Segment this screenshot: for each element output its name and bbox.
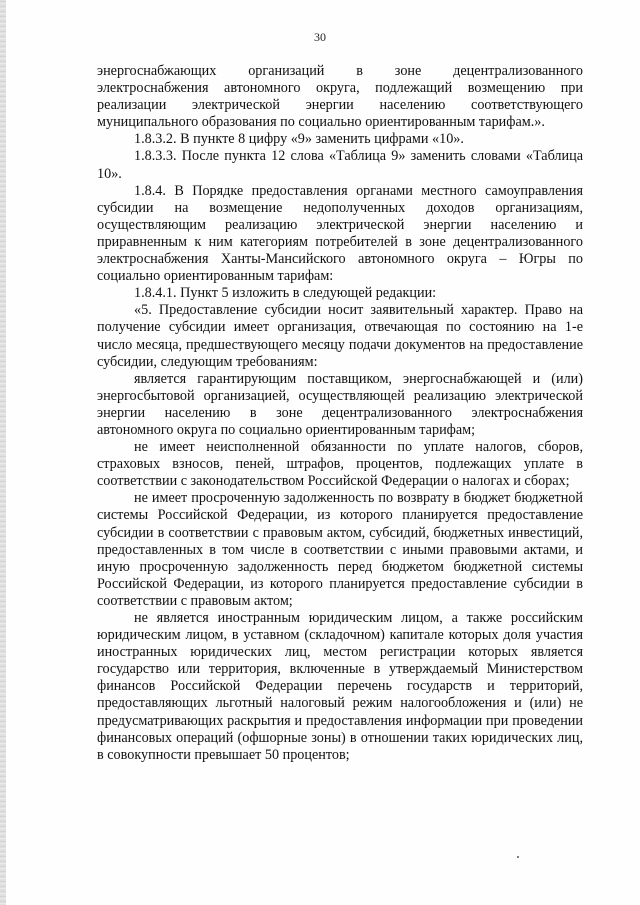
paragraph-1-8-4-1: 1.8.4.1. Пункт 5 изложить в следующей редакции: — [134, 285, 437, 302]
requirement-supplier: является гарантирующим поставщиком, энергоснабжающей и (или) энергосбытовой организацией, осуществляющей реализацию электрической энергии населению в зоне децентрализованного электроснабжения автономного округа по социально ориентированным тарифам; — [97, 370, 583, 438]
requirement-no-budget-debt: не имеет просроченную задолженность по возврату в бюджет бюджетной системы Российской Федерации, из которого планируется предоставление субсидии в соответствии с правовым актом, субсидий, бюджетных инвестиций, предоставленных в том числе в соответствии с иными правовыми актами, и иную просроченную задолженность перед бюджетом бюджетной системы Российской Федерации, из которого планируется предоставление субсидии в соответствии с правовым актом; — [97, 490, 583, 609]
document-body — [97, 63, 583, 764]
scan-speck — [517, 856, 519, 858]
paragraph-1-8-4: 1.8.4. В Порядке предоставления органами местного самоуправления субсидии на возмещение недополученных доходов организациям, осуществляющим реализацию электрической энергии населению и приравненным к ним категориям потребителей в зоне децентрализованного электроснабжения Ханты-Мансийского автономного округа – Югры по социально ориентированным тарифам: — [97, 182, 583, 285]
requirement-not-foreign: не является иностранным юридическим лицом, а также российским юридическим лицом, в уставном (складочном) капитале которых доля участия иностранных юридических лиц, местом регистрации которых является государство или территория, включенные в утверждаемый Министерством финансов Российской Федерации перечень государств и территорий, предоставляющих льготный налоговый режим налогообложения и (или) не предусматривающих раскрытия и предоставления информации при проведении финансовых операций (офшорные зоны) в отношении таких юридических лиц, в совокупности превышает 50 процентов; — [97, 610, 583, 763]
paragraph-1-8-3-3: 1.8.3.3. После пункта 12 слова «Таблица 9» заменить словами «Таблица 10». — [97, 148, 583, 182]
requirement-no-tax-debt: не имеет неисполненной обязанности по уплате налогов, сборов, страховых взносов, пеней, штрафов, процентов, подлежащих уплате в соответствии с законодательством Российской Федерации о налогах и сборах; — [97, 439, 583, 490]
scan-binding-edge — [0, 0, 6, 905]
page-number: 30 — [314, 30, 326, 44]
paragraph-1-8-3-2: 1.8.3.2. В пункте 8 цифру «9» заменить цифрами «10». — [134, 131, 464, 148]
paragraph-point-5: «5. Предоставление субсидии носит заявительный характер. Право на получение субсидии имеет организация, отвечающая по состоянию на 1-е число месяца, предшествующего месяцу подачи документов на предоставление субсидии, следующим требованиям: — [97, 302, 583, 370]
paragraph-continuation: энергоснабжающих организаций в зоне децентрализованного электроснабжения автономного округа, подлежащий возмещению при реализации электрической энергии населению соответствующего муниципального образования по социально ориентированным тарифам.». — [97, 63, 583, 131]
